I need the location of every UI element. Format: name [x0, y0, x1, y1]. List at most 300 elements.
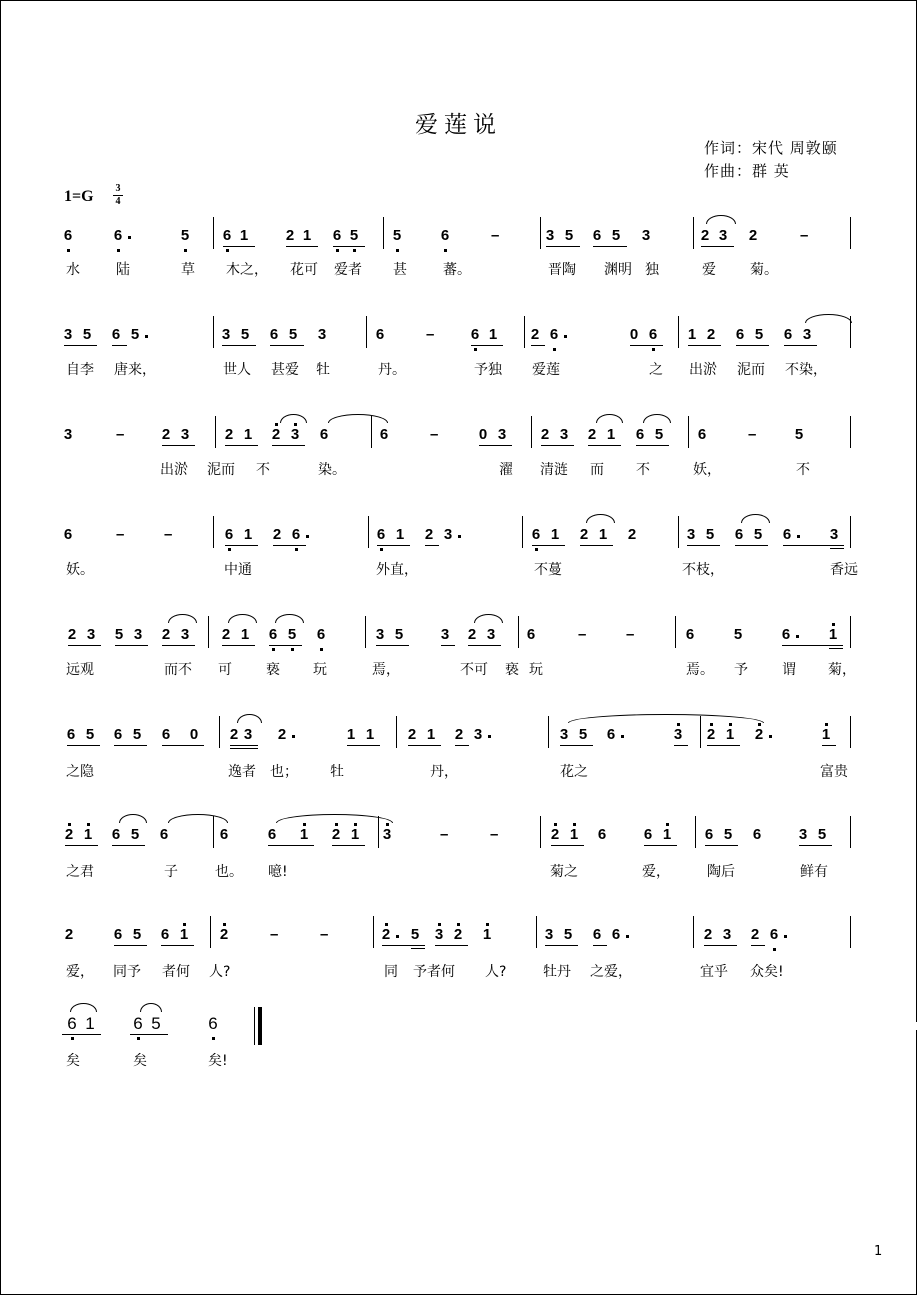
lyric-syllable: 不: [796, 462, 810, 478]
lyric-syllable: 噫!: [268, 864, 288, 880]
octave-high-dot: [832, 623, 835, 626]
beam-underline: [531, 345, 545, 346]
beam-underline: [830, 545, 844, 546]
lyric-syllable: 晋陶: [548, 262, 576, 278]
beam-underline: [162, 645, 195, 646]
octave-low-dot: [272, 648, 275, 651]
barline: [678, 516, 679, 548]
lyric-syllable: 牡: [330, 764, 344, 780]
note-3: 3: [473, 726, 483, 743]
note-1: 1: [395, 526, 405, 543]
beam-underline: [636, 445, 669, 446]
note-6: 6: [735, 326, 745, 343]
beam-underline: [62, 1034, 101, 1035]
beam-underline: [630, 345, 663, 346]
page-number: 1: [874, 1244, 883, 1259]
note-2: 2: [229, 726, 239, 743]
octave-high-dot: [573, 823, 576, 826]
dash-extension: –: [116, 426, 125, 443]
barline: [518, 616, 519, 648]
beam-underline: [376, 645, 409, 646]
note-5: 5: [578, 726, 588, 743]
note-1: 1: [550, 526, 560, 543]
lyric-syllable: 之君: [66, 864, 94, 880]
beam-underline: [471, 345, 503, 346]
beam-underline: [112, 845, 145, 846]
beam-underline: [688, 345, 721, 346]
lyric-syllable: 子: [164, 864, 178, 880]
lyric-syllable: 不: [636, 462, 650, 478]
note-6: 6: [222, 227, 232, 244]
note-2: 2: [285, 227, 295, 244]
lyric-syllable: 予: [734, 662, 748, 678]
octave-high-dot: [825, 723, 828, 726]
barline: [693, 916, 694, 948]
note-1: 1: [243, 526, 253, 543]
note-2: 2: [748, 227, 758, 244]
note-1: 1: [426, 726, 436, 743]
lyric-syllable: 予者何: [413, 964, 455, 980]
note-3: 3: [382, 826, 392, 843]
lyric-syllable: 爱，: [642, 864, 670, 880]
octave-low-dot: [295, 548, 298, 551]
barline: [524, 316, 525, 348]
beam-underline: [112, 345, 127, 346]
note-3: 3: [443, 526, 453, 543]
note-6: 6: [159, 826, 169, 843]
note-2: 2: [587, 426, 597, 443]
augmentation-dot: [128, 236, 131, 239]
octave-high-dot: [183, 923, 186, 926]
lyric-syllable: 爱: [702, 262, 716, 278]
lyric-syllable: 菊。: [750, 262, 778, 278]
song-title: 爱莲说: [415, 112, 502, 138]
lyric-syllable: 不染，: [785, 362, 827, 378]
note-2: 2: [453, 926, 463, 943]
beam-underline: [425, 545, 439, 546]
octave-low-dot: [291, 648, 294, 651]
barline: [548, 716, 549, 748]
dash-extension: –: [578, 626, 587, 643]
note-5: 5: [287, 626, 297, 643]
beam-underline: [225, 445, 258, 446]
time-signature: [113, 184, 123, 207]
final-barline-thin: [254, 1007, 255, 1045]
note-6: 6: [63, 227, 73, 244]
octave-high-dot: [386, 823, 389, 826]
note-1: 1: [243, 426, 253, 443]
time-signature-numerator: 3: [115, 183, 121, 194]
lyric-syllable: 花可: [290, 262, 318, 278]
lyric-syllable: 妖。: [66, 562, 94, 578]
octave-high-dot: [294, 423, 297, 426]
lyric-syllable: 世人: [223, 362, 251, 378]
note-6: 6: [704, 826, 714, 843]
octave-low-dot: [336, 249, 339, 252]
barline: [219, 716, 220, 748]
barline: [366, 316, 367, 348]
beam-underline: [272, 445, 305, 446]
lyric-syllable: 出淤: [689, 362, 717, 378]
octave-low-dot: [67, 249, 70, 252]
octave-low-dot: [137, 1037, 140, 1040]
dash-extension: –: [490, 826, 499, 843]
beam-underline: [593, 945, 607, 946]
octave-low-dot: [444, 249, 447, 252]
note-1: 1: [606, 426, 616, 443]
barline: [695, 816, 696, 848]
octave-high-dot: [666, 823, 669, 826]
note-6: 6: [635, 426, 645, 443]
note-6: 6: [648, 326, 658, 343]
note-1: 1: [239, 227, 249, 244]
beam-underline: [65, 845, 98, 846]
lyric-syllable: 不蔓: [534, 562, 562, 578]
note-6: 6: [219, 826, 229, 843]
beam-underline: [222, 345, 256, 346]
note-1: 1: [350, 826, 360, 843]
key-signature: 1=G: [64, 188, 94, 205]
note-5: 5: [132, 726, 142, 743]
note-3: 3: [545, 227, 555, 244]
note-6: 6: [592, 926, 602, 943]
note-5: 5: [564, 227, 574, 244]
final-barline-thick: [258, 1007, 262, 1045]
lyric-syllable: 宜乎: [700, 964, 728, 980]
lyric-syllable: 亵: [505, 662, 519, 678]
lyric-syllable: 陶后: [707, 864, 735, 880]
lyric-syllable: 远观: [66, 662, 94, 678]
note-6: 6: [597, 826, 607, 843]
beam-underline: [268, 845, 314, 846]
beam-underline: [162, 445, 195, 446]
octave-low-dot: [474, 348, 477, 351]
barline: [373, 916, 374, 948]
lyric-syllable: 谓: [782, 662, 796, 678]
beam-underline: [161, 945, 194, 946]
beam-underline: [532, 545, 565, 546]
barline: [688, 416, 689, 448]
barline: [365, 616, 366, 648]
note-1: 1: [598, 526, 608, 543]
note-2: 2: [550, 826, 560, 843]
note-2: 2: [331, 826, 341, 843]
lyric-syllable: 菊之: [550, 864, 578, 880]
barline: [675, 616, 676, 648]
note-5: 5: [82, 326, 92, 343]
beam-underline: [735, 545, 768, 546]
beam-underline: [546, 246, 580, 247]
barline: [850, 816, 851, 848]
lyric-syllable: 甚爱: [271, 362, 299, 378]
beam-underline: [347, 745, 380, 746]
note-6: 6: [782, 526, 792, 543]
beam-underline: [687, 545, 720, 546]
note-2: 2: [381, 926, 391, 943]
lyric-syllable: 之隐: [66, 764, 94, 780]
note-5: 5: [151, 1014, 161, 1033]
lyric-syllable: 渊明: [604, 262, 632, 278]
beam-underline: [545, 945, 578, 946]
lyric-syllable: 鲜有: [800, 864, 828, 880]
note-5: 5: [723, 826, 733, 843]
time-signature-denominator: 4: [115, 196, 121, 207]
barline: [213, 516, 214, 548]
barline: [850, 916, 851, 948]
beam-underline: [707, 745, 740, 746]
note-6: 6: [111, 826, 121, 843]
octave-low-dot: [396, 249, 399, 252]
beam-underline: [830, 548, 844, 549]
octave-low-dot: [353, 249, 356, 252]
note-6: 6: [734, 526, 744, 543]
lyric-syllable: 丹。: [378, 362, 406, 378]
note-2: 2: [161, 426, 171, 443]
beam-underline: [269, 645, 302, 646]
note-6: 6: [592, 227, 602, 244]
note-3: 3: [317, 326, 327, 343]
lyric-syllable: 菊，: [828, 662, 856, 678]
barline: [368, 516, 369, 548]
note-6: 6: [697, 426, 707, 443]
augmentation-dot: [626, 935, 629, 938]
barline: [213, 316, 214, 348]
octave-low-dot: [228, 548, 231, 551]
note-1: 1: [346, 726, 356, 743]
lyric-syllable: 独: [645, 262, 659, 278]
octave-high-dot: [87, 823, 90, 826]
note-6: 6: [549, 326, 559, 343]
note-3: 3: [722, 926, 732, 943]
octave-high-dot: [710, 723, 713, 726]
octave-high-dot: [335, 823, 338, 826]
octave-low-dot: [773, 948, 776, 951]
note-6: 6: [113, 227, 123, 244]
note-1: 1: [569, 826, 579, 843]
octave-high-dot: [275, 423, 278, 426]
note-2: 2: [706, 326, 716, 343]
note-1: 1: [828, 626, 838, 643]
lyric-syllable: 爱，: [66, 964, 94, 980]
beam-underline: [408, 745, 441, 746]
note-1: 1: [482, 926, 492, 943]
beam-underline: [704, 945, 737, 946]
note-3: 3: [559, 426, 569, 443]
note-2: 2: [407, 726, 417, 743]
lyric-syllable: 人?: [209, 964, 231, 980]
lyric-syllable: 逸者: [228, 764, 256, 780]
note-5: 5: [611, 227, 621, 244]
lyric-syllable: 香远: [830, 562, 858, 578]
augmentation-dot: [564, 335, 567, 338]
octave-high-dot: [457, 923, 460, 926]
augmentation-dot: [797, 535, 800, 538]
note-5: 5: [130, 826, 140, 843]
lyric-syllable: 濯: [499, 462, 513, 478]
note-6: 6: [161, 726, 171, 743]
note-3: 3: [641, 227, 651, 244]
beam-underline: [435, 945, 468, 946]
lyric-syllable: 蕃。: [443, 262, 471, 278]
augmentation-dot: [396, 935, 399, 938]
note-2: 2: [272, 526, 282, 543]
beam-underline: [829, 648, 843, 649]
lyric-syllable: 泥而: [207, 462, 235, 478]
note-2: 2: [579, 526, 589, 543]
note-5: 5: [705, 526, 715, 543]
note-3: 3: [86, 626, 96, 643]
beam-underline: [114, 745, 147, 746]
note-3: 3: [221, 326, 231, 343]
beam-underline: [130, 1034, 168, 1035]
note-6: 6: [66, 726, 76, 743]
note-6: 6: [269, 326, 279, 343]
border-gap: [912, 1022, 917, 1030]
lyric-syllable: 牡: [316, 362, 330, 378]
note-6: 6: [160, 926, 170, 943]
octave-high-dot: [486, 923, 489, 926]
octave-high-dot: [385, 923, 388, 926]
lyric-syllable: 水: [66, 262, 80, 278]
note-1: 1: [687, 326, 697, 343]
note-2: 2: [221, 626, 231, 643]
note-2: 2: [750, 926, 760, 943]
lyricist-credit: 作词：宋代 周敦颐: [704, 139, 838, 157]
note-6: 6: [611, 926, 621, 943]
beam-underline: [273, 545, 306, 546]
octave-high-dot: [729, 723, 732, 726]
note-6: 6: [267, 826, 277, 843]
barline: [531, 416, 532, 448]
lyric-syllable: 陆: [116, 262, 130, 278]
note-2: 2: [754, 726, 764, 743]
octave-low-dot: [184, 249, 187, 252]
note-1: 1: [365, 726, 375, 743]
lyric-syllable: 玩: [529, 662, 543, 678]
note-3: 3: [440, 626, 450, 643]
beam-underline: [67, 745, 100, 746]
octave-low-dot: [320, 648, 323, 651]
barline: [850, 416, 851, 448]
note-5: 5: [349, 227, 359, 244]
octave-high-dot: [758, 723, 761, 726]
note-3: 3: [673, 726, 683, 743]
beam-underline: [377, 545, 410, 546]
lyric-syllable: 而: [590, 462, 604, 478]
beam-underline: [64, 345, 97, 346]
note-5: 5: [180, 227, 190, 244]
lyric-syllable: 染。: [318, 462, 346, 478]
lyric-syllable: 泥而: [737, 362, 765, 378]
dash-extension: –: [164, 526, 173, 543]
note-3: 3: [718, 227, 728, 244]
augmentation-dot: [458, 535, 461, 538]
note-5: 5: [654, 426, 664, 443]
note-3: 3: [686, 526, 696, 543]
octave-high-dot: [438, 923, 441, 926]
lyric-syllable: 众矣!: [750, 964, 784, 980]
beam-underline: [736, 345, 769, 346]
lyric-syllable: 之爱，: [590, 964, 632, 980]
lyric-syllable: 清涟: [540, 462, 568, 478]
note-6: 6: [375, 326, 385, 343]
note-1: 1: [725, 726, 735, 743]
octave-high-dot: [223, 923, 226, 926]
note-3: 3: [63, 426, 73, 443]
beam-underline: [822, 745, 836, 746]
lyric-syllable: 也；: [270, 764, 298, 780]
beam-underline: [332, 845, 365, 846]
note-2: 2: [540, 426, 550, 443]
octave-low-dot: [553, 348, 556, 351]
note-2: 2: [224, 426, 234, 443]
note-1: 1: [302, 227, 312, 244]
lyric-syllable: 自李: [66, 362, 94, 378]
lyric-syllable: 同: [384, 964, 398, 980]
lyric-syllable: 唐来，: [114, 362, 156, 378]
note-6: 6: [379, 426, 389, 443]
note-2: 2: [627, 526, 637, 543]
note-0: 0: [189, 726, 199, 743]
octave-high-dot: [677, 723, 680, 726]
lyric-syllable: 中通: [224, 562, 252, 578]
note-1: 1: [299, 826, 309, 843]
note-3: 3: [798, 826, 808, 843]
note-3: 3: [180, 426, 190, 443]
dash-extension: –: [626, 626, 635, 643]
barline: [850, 516, 851, 548]
beam-underline: [551, 845, 584, 846]
beam-underline: [162, 745, 204, 746]
note-0: 0: [629, 326, 639, 343]
note-1: 1: [83, 826, 93, 843]
lyric-syllable: 爱者: [334, 262, 362, 278]
note-5: 5: [394, 626, 404, 643]
beam-underline: [829, 645, 843, 646]
beam-underline: [799, 845, 832, 846]
lyric-syllable: 丹，: [430, 764, 458, 780]
lyric-syllable: 草: [181, 262, 195, 278]
note-6: 6: [769, 926, 779, 943]
beam-underline: [411, 945, 425, 946]
octave-low-dot: [117, 249, 120, 252]
dash-extension: –: [320, 926, 329, 943]
note-5: 5: [114, 626, 124, 643]
barline: [536, 916, 537, 948]
augmentation-dot: [796, 635, 799, 638]
barline: [383, 217, 384, 249]
note-6: 6: [332, 227, 342, 244]
dash-extension: –: [116, 526, 125, 543]
note-3: 3: [63, 326, 73, 343]
dash-extension: –: [491, 227, 500, 244]
augmentation-dot: [488, 735, 491, 738]
note-1: 1: [662, 826, 672, 843]
lyric-syllable: 富贵: [820, 764, 848, 780]
composer-credit: 作曲：群 英: [704, 162, 790, 180]
note-1: 1: [179, 926, 189, 943]
note-6: 6: [606, 726, 616, 743]
note-3: 3: [544, 926, 554, 943]
note-3: 3: [180, 626, 190, 643]
note-2: 2: [67, 626, 77, 643]
note-3: 3: [486, 626, 496, 643]
note-6: 6: [319, 426, 329, 443]
beam-underline: [222, 645, 255, 646]
note-1: 1: [85, 1014, 95, 1033]
beam-underline: [541, 445, 574, 446]
beam-underline: [270, 345, 304, 346]
